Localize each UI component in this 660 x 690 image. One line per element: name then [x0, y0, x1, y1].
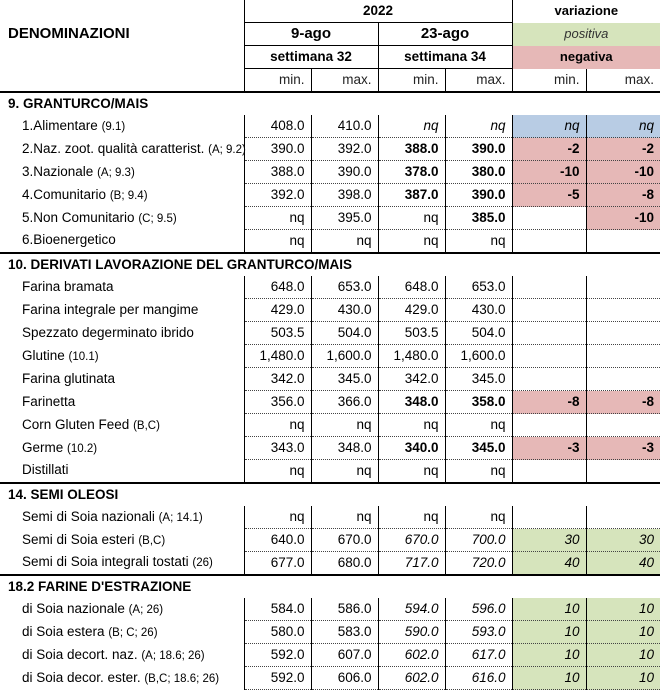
price-cell: 345.0 — [311, 368, 378, 391]
section-header-row — [0, 253, 660, 276]
table-row — [0, 460, 660, 484]
row-name: 4.Comunitario — [22, 186, 107, 202]
price-cell: 648.0 — [244, 276, 311, 299]
price-cell: 1,600.0 — [311, 345, 378, 368]
denominazioni-header: DENOMINAZIONI — [0, 0, 244, 69]
max-header: max. — [311, 69, 378, 93]
price-cell: 504.0 — [445, 322, 512, 345]
price-cell: 429.0 — [244, 299, 311, 322]
variation-cell — [512, 414, 586, 437]
row-name-cell — [0, 276, 244, 299]
row-name: 1.Alimentare — [22, 117, 98, 133]
row-name-cell — [0, 299, 244, 322]
row-ref: (26) — [192, 557, 213, 570]
variation-cell: -8 — [512, 391, 586, 414]
variation-cell: -10 — [586, 161, 660, 184]
price-cell: 602.0 — [378, 667, 445, 690]
table-row — [0, 598, 660, 621]
price-cell: nq — [378, 506, 445, 529]
row-name: Glutine — [22, 347, 65, 363]
row-ref: (B,C) — [133, 419, 160, 432]
row-name-cell — [0, 667, 244, 690]
price-cell: nq — [311, 506, 378, 529]
price-cell: nq — [311, 230, 378, 254]
price-cell: 395.0 — [311, 207, 378, 230]
section-title: 14. SEMI OLEOSI — [0, 483, 660, 506]
variation-cell: nq — [512, 115, 586, 138]
row-name: Semi di Soia integrali tostati — [22, 554, 189, 570]
date1-header: 9-ago — [244, 23, 378, 46]
price-cell: nq — [244, 230, 311, 254]
price-cell: 430.0 — [445, 299, 512, 322]
header-row-year — [0, 0, 660, 23]
table-row — [0, 552, 660, 576]
price-cell: 584.0 — [244, 598, 311, 621]
variation-cell: 10 — [512, 598, 586, 621]
variation-cell — [512, 460, 586, 484]
price-cell: 607.0 — [311, 644, 378, 667]
price-cell: nq — [378, 460, 445, 484]
row-name: Farina integrale per mangime — [22, 301, 199, 317]
variazione-header: variazione — [512, 0, 660, 23]
row-name: di Soia decort. naz. — [22, 646, 138, 662]
row-name-cell — [0, 644, 244, 667]
variation-cell — [512, 276, 586, 299]
price-cell: 387.0 — [378, 184, 445, 207]
price-cell: nq — [445, 230, 512, 254]
row-name-cell — [0, 345, 244, 368]
row-name-cell — [0, 161, 244, 184]
row-name-cell — [0, 391, 244, 414]
variation-cell: 10 — [512, 667, 586, 690]
section-header-row — [0, 575, 660, 598]
variation-cell — [586, 414, 660, 437]
min-header: min. — [512, 69, 586, 93]
section-header-row — [0, 92, 660, 115]
price-cell: 345.0 — [445, 368, 512, 391]
variation-cell: 40 — [512, 552, 586, 576]
price-cell: nq — [378, 230, 445, 254]
variation-cell: -2 — [586, 138, 660, 161]
row-name-cell — [0, 460, 244, 484]
variation-cell — [586, 506, 660, 529]
price-cell: 366.0 — [311, 391, 378, 414]
row-ref: (B; C; 26) — [108, 626, 158, 639]
table-row — [0, 667, 660, 690]
variation-cell — [512, 506, 586, 529]
section-title: 18.2 FARINE D'ESTRAZIONE — [0, 575, 660, 598]
max-header: max. — [586, 69, 660, 93]
price-cell: 653.0 — [311, 276, 378, 299]
table-row — [0, 322, 660, 345]
variation-cell: -8 — [586, 391, 660, 414]
row-name: di Soia estera — [22, 623, 105, 639]
price-cell: 390.0 — [244, 138, 311, 161]
price-cell: 388.0 — [244, 161, 311, 184]
row-name-cell — [0, 368, 244, 391]
variation-cell — [512, 322, 586, 345]
price-cell: nq — [244, 207, 311, 230]
price-cell: 616.0 — [445, 667, 512, 690]
table-row — [0, 368, 660, 391]
price-cell: 378.0 — [378, 161, 445, 184]
negativa-header: negativa — [512, 46, 660, 69]
min-header: min. — [244, 69, 311, 93]
price-cell: nq — [445, 460, 512, 484]
row-ref: (A; 9.2) — [208, 143, 246, 156]
variation-cell — [512, 207, 586, 230]
row-name: 2.Naz. zoot. qualità caratterist. — [22, 140, 205, 156]
price-cell: 590.0 — [378, 621, 445, 644]
price-cell: nq — [244, 506, 311, 529]
max-header: max. — [445, 69, 512, 93]
variation-cell: 10 — [586, 644, 660, 667]
variation-cell: nq — [586, 115, 660, 138]
row-name: Semi di Soia nazionali — [22, 508, 155, 524]
variation-cell: 30 — [586, 529, 660, 552]
table-row — [0, 437, 660, 460]
variation-cell: 10 — [512, 644, 586, 667]
row-ref: (10.2) — [67, 442, 98, 455]
table-row — [0, 276, 660, 299]
variation-cell: 10 — [586, 667, 660, 690]
table-row — [0, 161, 660, 184]
variation-cell — [512, 345, 586, 368]
price-cell: 586.0 — [311, 598, 378, 621]
row-name: Corn Gluten Feed — [22, 416, 130, 432]
price-cell: 596.0 — [445, 598, 512, 621]
row-name-cell — [0, 115, 244, 138]
price-cell: 408.0 — [244, 115, 311, 138]
price-cell: 340.0 — [378, 437, 445, 460]
price-cell: 580.0 — [244, 621, 311, 644]
price-cell: 1,600.0 — [445, 345, 512, 368]
row-name: 5.Non Comunitario — [22, 209, 135, 225]
row-name-cell — [0, 621, 244, 644]
price-cell: nq — [445, 115, 512, 138]
row-ref: (B; 9.4) — [109, 189, 148, 202]
year-header: 2022 — [244, 0, 512, 23]
price-cell: 388.0 — [378, 138, 445, 161]
row-name-cell — [0, 230, 244, 254]
price-cell: nq — [311, 460, 378, 484]
price-cell: nq — [244, 460, 311, 484]
price-cell: 390.0 — [311, 161, 378, 184]
row-name-cell — [0, 322, 244, 345]
variation-cell: -3 — [512, 437, 586, 460]
variation-cell: 10 — [512, 621, 586, 644]
variation-cell — [586, 460, 660, 484]
table-row — [0, 230, 660, 254]
price-cell: 358.0 — [445, 391, 512, 414]
price-cell: 348.0 — [378, 391, 445, 414]
price-cell: nq — [378, 414, 445, 437]
variation-cell: -5 — [512, 184, 586, 207]
variation-cell: -8 — [586, 184, 660, 207]
row-name-cell — [0, 552, 244, 576]
row-name: di Soia decor. ester. — [22, 669, 141, 685]
min-header: min. — [378, 69, 445, 93]
price-cell: 385.0 — [445, 207, 512, 230]
variation-cell — [586, 368, 660, 391]
row-name: Distillati — [22, 462, 69, 478]
row-name: 3.Nazionale — [22, 163, 94, 179]
variation-cell: 10 — [586, 621, 660, 644]
price-cell: 720.0 — [445, 552, 512, 576]
variation-cell: -10 — [586, 207, 660, 230]
variation-cell: 10 — [586, 598, 660, 621]
price-cell: 640.0 — [244, 529, 311, 552]
variation-cell: 30 — [512, 529, 586, 552]
table-row — [0, 644, 660, 667]
price-cell: nq — [445, 506, 512, 529]
row-ref: (B,C; 18.6; 26) — [144, 672, 220, 685]
row-name: Spezzato degerminato ibrido — [22, 324, 194, 340]
variation-cell — [586, 345, 660, 368]
table-row — [0, 207, 660, 230]
price-cell: 429.0 — [378, 299, 445, 322]
price-cell: 398.0 — [311, 184, 378, 207]
week1-header: settimana 32 — [244, 46, 378, 69]
price-cell: 617.0 — [445, 644, 512, 667]
variation-cell: -3 — [586, 437, 660, 460]
price-cell: 602.0 — [378, 644, 445, 667]
table-row — [0, 299, 660, 322]
row-name: 6.Bioenergetico — [22, 232, 116, 248]
table-row — [0, 138, 660, 161]
row-ref: (B,C) — [138, 534, 166, 547]
table-row — [0, 184, 660, 207]
price-cell: 430.0 — [311, 299, 378, 322]
table-row — [0, 506, 660, 529]
variation-cell — [512, 230, 586, 254]
row-name: Semi di Soia esteri — [22, 531, 135, 547]
price-cell: 345.0 — [445, 437, 512, 460]
price-cell: 392.0 — [311, 138, 378, 161]
price-cell: 670.0 — [378, 529, 445, 552]
table-row — [0, 345, 660, 368]
row-ref: (10.1) — [68, 350, 99, 363]
price-cell: 594.0 — [378, 598, 445, 621]
row-ref: (A; 18.6; 26) — [141, 649, 205, 662]
price-cell: 348.0 — [311, 437, 378, 460]
price-cell: nq — [378, 115, 445, 138]
row-name: di Soia nazionale — [22, 600, 125, 616]
price-cell: 680.0 — [311, 552, 378, 576]
price-cell: 606.0 — [311, 667, 378, 690]
row-name: Farina glutinata — [22, 370, 116, 386]
price-cell: nq — [244, 414, 311, 437]
price-cell: 503.5 — [244, 322, 311, 345]
row-name-cell — [0, 598, 244, 621]
price-cell: nq — [378, 207, 445, 230]
row-name: Germe — [22, 439, 64, 455]
positiva-header: positiva — [512, 23, 660, 46]
row-ref: (C; 9.5) — [138, 212, 177, 225]
price-cell: 583.0 — [311, 621, 378, 644]
price-cell: 356.0 — [244, 391, 311, 414]
price-cell: 1,480.0 — [378, 345, 445, 368]
price-cell: 1,480.0 — [244, 345, 311, 368]
section-title: 9. GRANTURCO/MAIS — [0, 92, 660, 115]
row-name-cell — [0, 138, 244, 161]
price-cell: 593.0 — [445, 621, 512, 644]
variation-cell — [586, 230, 660, 254]
row-name: Farina bramata — [22, 278, 114, 294]
price-cell: 717.0 — [378, 552, 445, 576]
table-row — [0, 529, 660, 552]
row-name-cell — [0, 414, 244, 437]
price-cell: 592.0 — [244, 667, 311, 690]
price-cell: 503.5 — [378, 322, 445, 345]
variation-cell — [512, 299, 586, 322]
table-row — [0, 621, 660, 644]
variation-cell: -2 — [512, 138, 586, 161]
price-cell: 670.0 — [311, 529, 378, 552]
price-cell: 342.0 — [378, 368, 445, 391]
row-name-cell — [0, 184, 244, 207]
price-cell: 410.0 — [311, 115, 378, 138]
variation-cell — [586, 276, 660, 299]
price-cell: 592.0 — [244, 644, 311, 667]
row-ref: (A; 26) — [128, 603, 164, 616]
table-row — [0, 414, 660, 437]
variation-cell: 40 — [586, 552, 660, 576]
table-row — [0, 115, 660, 138]
row-ref: (A; 14.1) — [158, 511, 203, 524]
price-cell: 700.0 — [445, 529, 512, 552]
variation-cell: -10 — [512, 161, 586, 184]
row-name-cell — [0, 437, 244, 460]
price-cell: nq — [445, 414, 512, 437]
row-name-cell — [0, 529, 244, 552]
price-cell: 390.0 — [445, 184, 512, 207]
price-cell: 380.0 — [445, 161, 512, 184]
price-cell: 504.0 — [311, 322, 378, 345]
table-row — [0, 391, 660, 414]
section-title: 10. DERIVATI LAVORAZIONE DEL GRANTURCO/MAIS — [0, 253, 660, 276]
row-ref: (A; 9.3) — [97, 166, 135, 179]
header-row-minmax — [0, 69, 660, 93]
variation-cell — [586, 322, 660, 345]
price-cell: 342.0 — [244, 368, 311, 391]
section-header-row — [0, 483, 660, 506]
price-cell: nq — [311, 414, 378, 437]
price-cell: 648.0 — [378, 276, 445, 299]
row-name: Farinetta — [22, 393, 76, 409]
variation-cell — [586, 299, 660, 322]
price-cell: 653.0 — [445, 276, 512, 299]
row-ref: (9.1) — [101, 120, 126, 133]
price-cell: 677.0 — [244, 552, 311, 576]
variation-cell — [512, 368, 586, 391]
price-cell: 392.0 — [244, 184, 311, 207]
week2-header: settimana 34 — [378, 46, 512, 69]
price-cell: 390.0 — [445, 138, 512, 161]
row-name-cell — [0, 207, 244, 230]
row-name-cell — [0, 506, 244, 529]
date2-header: 23-ago — [378, 23, 512, 46]
price-cell: 343.0 — [244, 437, 311, 460]
